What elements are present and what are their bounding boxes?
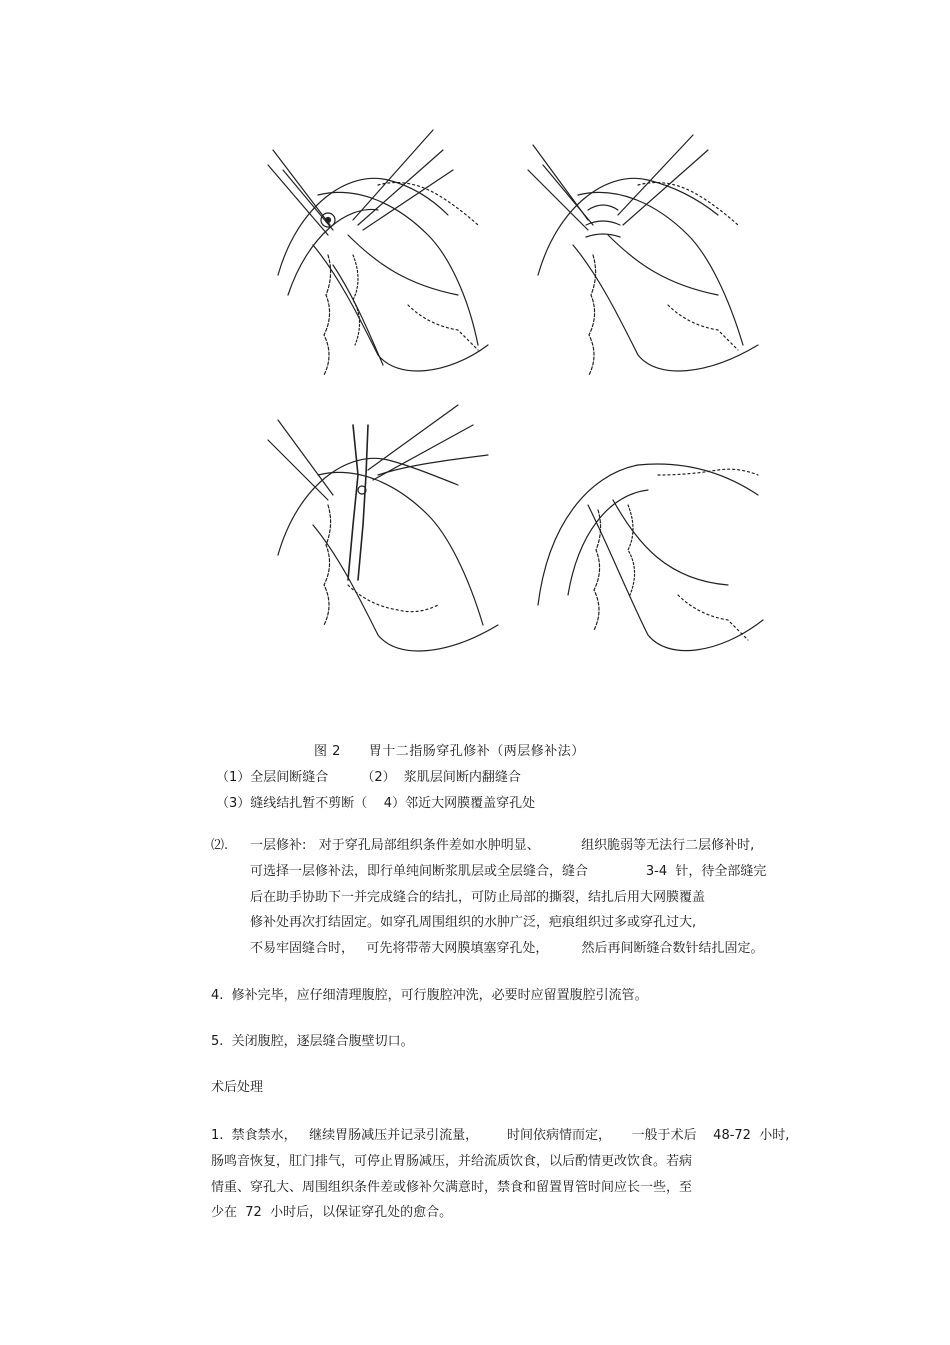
surgical-illustration (258, 125, 778, 685)
one-layer-line: 修补处再次打结固定。如穿孔周围组织的水肿广泛，疤痕组织过多或穿孔过大, (250, 915, 697, 930)
panel-knot-untrimmed (268, 405, 498, 651)
step-4: 4. 修补完毕，应仔细清理腹腔，可行腹腔冲洗，必要时应留置腹腔引流管。 (211, 988, 648, 1003)
one-layer-line: 不易牢固缝合时， 可先将带蒂大网膜填塞穿孔处， 然后再间断缝合数针结扎固定。 (250, 941, 764, 956)
one-layer-line: 一层修补: 对于穿孔局部组织条件差如水肿明显、 组织脆弱等无法行二层修补时, (250, 838, 755, 853)
suture-diagram (258, 125, 778, 685)
postop-line: 肠鸣音恢复，肛门排气，可停止胃肠减压，并给流质饮食，以后酌情更改饮食。若病 (211, 1154, 693, 1169)
one-layer-line: 后在助手协助下一并完成缝合的结扎，可防止局部的撕裂，结扎后用大网膜覆盖 (250, 890, 706, 905)
one-layer-line: 可选择一层修补法，即行单纯间断浆肌层或全层缝合，缝合 3-4 针，待全部缝完 (250, 864, 767, 879)
panel-full-thickness-suture (268, 130, 488, 375)
figure-caption-title: 图 2 胃十二指肠穿孔修补（两层修补法） (314, 744, 585, 759)
postop-line: 少在 72 小时后，以保证穿孔处的愈合。 (211, 1205, 453, 1220)
section-marker: ⑵. (211, 838, 229, 853)
panel-seromuscular-suture (528, 135, 758, 375)
postop-heading: 术后处理 (211, 1080, 264, 1095)
figure-caption-item: （1）全层间断缝合 （2） 浆肌层间断内翻缝合 (216, 770, 521, 785)
postop-line: 情重、穿孔大、周围组织条件差或修补欠满意时，禁食和留置胃管时间应长一些，至 (211, 1180, 693, 1195)
figure-caption-item: （3）缝线结扎暂不剪断（ 4）邻近大网膜覆盖穿孔处 (216, 796, 536, 811)
step-5: 5. 关闭腹腔，逐层缝合腹壁切口。 (211, 1034, 414, 1049)
postop-line: 1. 禁食禁水， 继续胃肠减压并记录引流量， 时间依病情而定， 一般于术后 48-72 小时, (211, 1128, 790, 1143)
panel-omentum-cover (538, 464, 763, 651)
